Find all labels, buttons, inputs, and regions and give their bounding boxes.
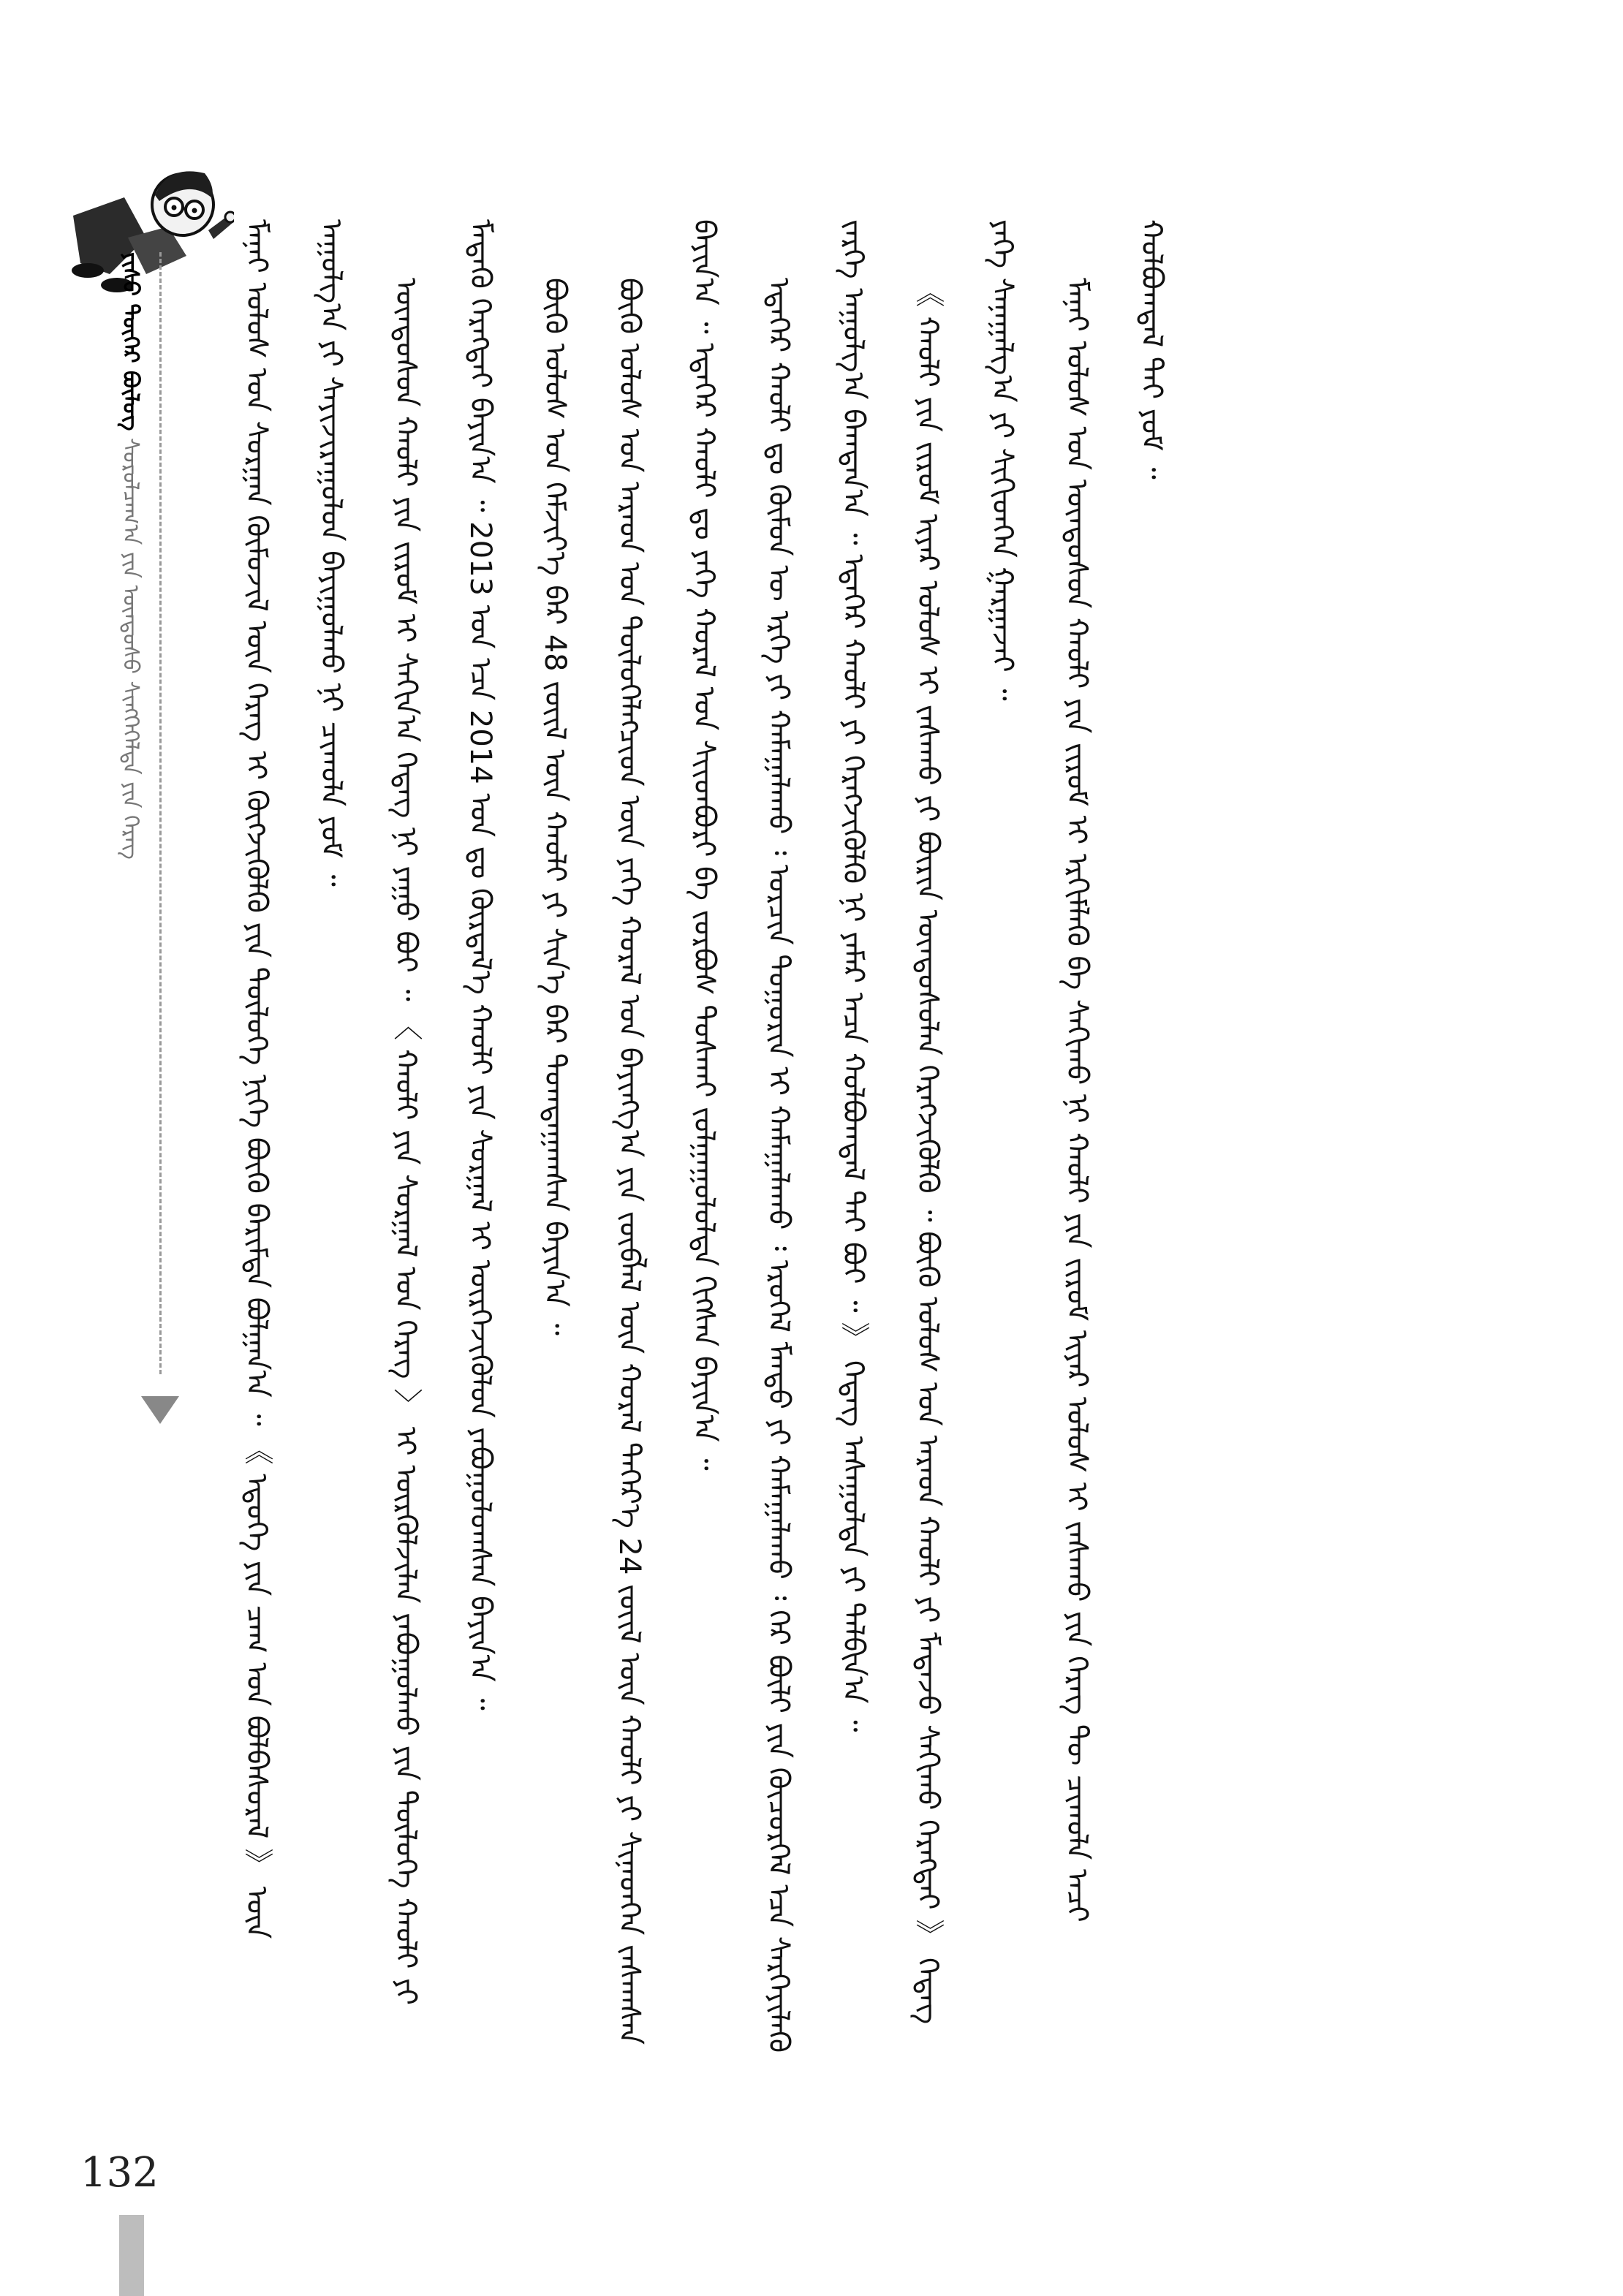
paragraph-2: ᠦᠨᠳᠦᠰᠦᠨ ᠬᠠᠤᠯᠢ ᠶᠢᠨ ᠵᠢᠷᠦᠮ ᠢ ᠰᠠᠬᠢᠨ᠎ᠠ ᠭᠡᠳᠡᠭ ᠨᠢ ᠶᠠᠭᠤ ᠪᠤᠢ ᠃ 〈 ᠬᠠᠤᠯᠢ ᠶᠢᠨ ᠰᠤᠷᠭᠠᠯ ᠤᠨ ᠬᠡᠷᠡᠭ 〉 ᠢ ᠦᠷᠭᠦᠯᠵᠢᠯᠡᠨ ᠶᠠᠪᠤᠭᠤᠯᠬᠤ ᠶᠢᠨ ᠲᠥᠯᠦᠭᠡ ᠬᠠᠤᠯᠢ ᠶᠢ ᠮᠡᠳᠡᠬᠦ ᠬᠡᠷᠡᠭᠲᠡᠢ ᠪᠠᠶᠢᠨ᠎ᠠ ᠃ 2013 ᠣᠨ ᠡᠴᠡ 2014 ᠣᠨ ᠳᠤ ᠬᠦᠷᠲᠡᠯ᠎ᠡ ᠬᠠᠤᠯᠢ ᠶᠢᠨ ᠰᠤᠷᠭᠠᠯ ᠢ ᠥᠷᠭᠡᠵᠢᠭᠦᠯᠦᠨ ᠶᠠᠪᠤᠭᠤᠯᠤᠭᠰᠠᠨ ᠪᠠᠶᠢᠨ᠎ᠠ ᠃ [389,219,497,2005]
paragraph-4: ᠪᠦᠬᠦ ᠤᠯᠤᠰ ᠤᠨ ᠠᠷᠠᠳ ᠤᠨ ᠲᠥᠯᠦᠭᠡᠯᠡᠭᠴᠢᠳ ᠦᠨ ᠶᠡᠬᠡ ᠬᠤᠷᠠᠯ ᠤᠨ ᠪᠠᠶᠢᠩᠭ᠎ᠠ ᠶᠢᠨ ᠵᠥᠪᠯᠡᠯ ᠦᠨ ᠬᠤᠷᠠᠯ ᠳᠡᠭᠡᠷ᠎ᠡ 24 ᠵᠦᠢᠯ ᠦᠨ ᠬᠠᠤᠯᠢ ᠶᠢ ᠰᠢᠨᠡᠳᠭᠡᠨ ᠵᠠᠰᠠᠭᠰᠠᠨ ᠪᠠᠶᠢᠨ᠎ᠠ ᠃ ᠡᠳᠡᠭᠡᠷ ᠬᠠᠤᠯᠢ ᠳᠤ ᠶᠡᠬᠡ ᠬᠤᠷᠠᠯ ᠤᠨ ᠰᠢᠢᠳᠪᠦᠷᠢ ᠪᠠ ᠵᠤᠷᠪᠤᠰ ᠲᠤᠰᠬᠠᠢ ᠵᠤᠯᠭᠠᠭᠤᠯᠤᠯᠲᠠ ᠬᠢᠭᠰᠡᠨ ᠪᠠᠶᠢᠨ᠎ᠠ ᠃ [613,219,721,2045]
paragraph-5: ᠡᠳᠡᠭᠡᠷ ᠬᠠᠤᠯᠢ ᠳᠤ ᠬᠦᠮᠦᠨ ᠦ ᠡᠷᠬᠡ ᠶᠢ ᠬᠠᠮᠠᠭᠠᠯᠠᠬᠤ ᠄ ᠣᠷᠴᠢᠨ ᠲᠣᠭᠣᠷᠢᠨ ᠢ ᠬᠠᠮᠠᠭᠠᠯᠠᠬᠤ ᠄ ᠡᠷᠦᠬᠡᠯ ᠮᠡᠨᠳᠦ ᠶᠢ ᠬᠠᠮᠠᠭᠠᠯᠠᠬᠤ ᠄ ᠭᠡᠷ ᠪᠦᠯᠢ ᠶᠢᠨ ᠬᠦᠴᠦᠷᠬᠡᠯ ᠡᠴᠡ ᠰᠡᠷᠭᠡᠶᠢᠯᠡᠬᠦ ᠵᠡᠷᠭᠡ ᠠᠭᠤᠯᠭ᠎ᠠ ᠪᠠᠭᠲᠠᠨ᠎ᠠ ᠃ ᠡᠳᠡᠭᠡᠷ ᠬᠠᠤᠯᠢ ᠶᠢ ᠬᠡᠷᠡᠭᠵᠢᠭᠦᠯᠬᠦ ᠨᠢ ᠶᠠᠮᠠᠷ ᠠᠴᠠ ᠬᠣᠯᠪᠣᠭᠳᠠᠯ ᠲᠠᠢ ᠪᠤᠢ ᠃ 》 ᠭᠡᠳᠡᠭ ᠠᠰᠠᠭᠤᠯᠲᠠ ᠶᠢ ᠲᠠᠯᠪᠢᠨ᠎ᠠ ᠃ [762,219,870,2053]
paragraph-6: 《 ᠬᠠᠤᠯᠢ ᠶᠢᠨ ᠵᠢᠷᠦᠮ ᠢᠶᠡᠷ ᠤᠯᠤᠰ ᠢ ᠵᠠᠰᠠᠬᠤ ᠶᠢ ᠪᠦᠷᠢᠨ ᠦᠨᠳᠦᠰᠦᠯᠡᠨ ᠬᠡᠷᠡᠭᠵᠢᠭᠦᠯᠬᠦ ᠃ ᠪᠦᠬᠦ ᠤᠯᠤᠰ ᠤᠨ ᠠᠷᠠᠳ ᠬᠠᠤᠯᠢ ᠶᠢ ᠮᠡᠳᠡᠵᠦ ᠰᠠᠬᠢᠬᠤ ᠬᠡᠷᠡᠭᠲᠡᠢ 》 ᠭᠡᠳᠡᠭ ᠶᠡᠬᠡ ᠰᠠᠨᠠᠭᠠᠯᠭ᠎ᠠ ᠶᠢ ᠰᠢᠬᠢᠳᠬᠡᠨ ᠭᠠᠷᠭᠠᠵᠠᠢ ᠃ [911,219,1019,2025]
header-subtitle: ᠰᠤᠷᠤᠯᠴᠠᠭ᠎ᠠ ᠶᠢᠨ ᠦᠨᠳᠦᠰᠦ ᠰᠢᠩᠭᠡᠭᠡᠯᠲᠡ ᠶᠢᠨ ᠬᠡᠷᠡᠭ [118,437,143,860]
paragraph-7: ᠮᠠᠨᠠᠢ ᠤᠯᠤᠰ ᠤᠨ ᠦᠨᠳᠦᠰᠦᠨ ᠬᠠᠤᠯᠢ ᠶᠢᠨ ᠵᠢᠷᠦᠮ ᠢ ᠡᠷᠬᠢᠮᠯᠡᠬᠦ ᠪᠠ ᠰᠠᠬᠢᠬᠤ ᠨᠢ ᠬᠠᠤᠯᠢ ᠶᠢᠨ ᠵᠢᠷᠦᠮ ᠢᠶᠡᠷ ᠤᠯᠤᠰ ᠢ ᠵᠠᠰᠠᠬᠤ ᠶᠢᠨ ᠬᠡᠷᠡᠭ ᠲᠦ ᠴᠢᠬᠤᠯᠠ ᠠᠴᠢ ᠬᠣᠯᠪᠣᠭᠳᠠᠯ ᠲᠠᠢ ᠶᠤᠮ ᠃ [1060,219,1168,1922]
header-title: ᠶᠢᠰᠦ ᠳᠦᠭᠡᠷ ᠪᠦᠯᠦᠭ [118,252,143,431]
triangle-down-icon [141,1396,179,1424]
running-header [116,252,145,1363]
paragraph-1: ᠮᠠᠨᠠᠢ ᠤᠯᠤᠰ ᠤᠨ ᠰᠤᠷᠭᠠᠨ ᠬᠦᠮᠦᠵᠢᠯ ᠦᠨ ᠬᠡᠷᠡᠭ ᠢ ᠬᠦᠭᠵᠢᠭᠦᠯᠬᠦ ᠶᠢᠨ ᠲᠥᠯᠦᠭᠡ ᠨᠢᠭᠡ ᠪᠦᠬᠦ ᠪᠠᠷᠢᠮᠲᠠ ᠪᠣᠯᠭᠠᠨ᠎ᠠ ᠃ 《 ᠡᠳᠦᠭᠡ ᠶᠢᠨ ᠴᠠᠭ ᠤᠨ ᠪᠣᠯᠪᠠᠰᠤᠷᠠᠯ 》 ᠦᠨ ᠠᠭᠤᠯᠭ᠎ᠠ ᠶᠢ ᠰᠠᠶᠢᠵᠢᠷᠠᠭᠤᠯᠤᠨ ᠪᠠᠶᠢᠭᠤᠯᠬᠤ ᠨᠢ ᠴᠢᠬᠤᠯᠠ ᠶᠤᠮ ᠃ [240,219,348,1939]
page-edge-tab [119,2215,144,2296]
header-dashed-rule [159,252,162,1374]
paragraph-3: ᠪᠦᠬᠦ ᠤᠯᠤᠰ ᠤᠨ ᠬᠡᠮᠵᠢᠶ᠎ᠡ ᠪᠡᠷ 48 ᠵᠦᠢᠯ ᠦᠨ ᠬᠠᠤᠯᠢ ᠶᠢ ᠰᠢᠨ᠎ᠡ ᠪᠡᠷ ᠲᠣᠭᠲᠠᠭᠠᠭᠰᠠᠨ ᠪᠠᠶᠢᠨ᠎ᠠ ᠃ [538,278,572,1335]
page-number: 132 [80,2149,159,2197]
cartoon-boy-with-glasses-icon [58,128,234,303]
main-text-body [219,219,1389,2054]
